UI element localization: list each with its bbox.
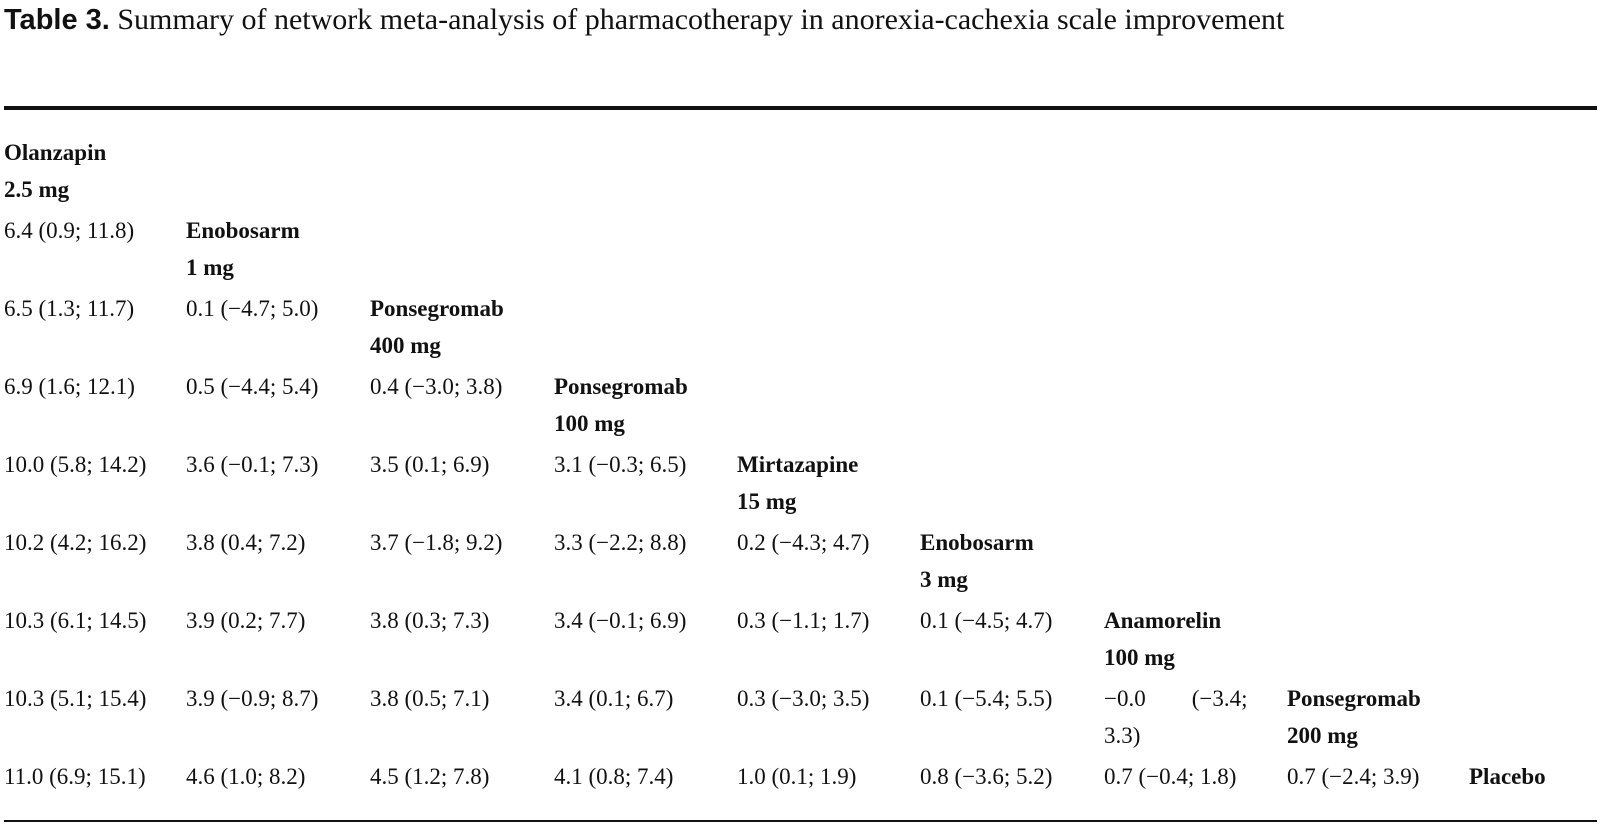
treatment-label [1469, 758, 1546, 795]
cell-line: 0.4 (−3.0; 3.8) [370, 374, 503, 399]
table-bottom-rule [4, 820, 1597, 822]
treatment-name: Enobosarm [920, 530, 1034, 555]
cell-line: 3.3) [1104, 723, 1141, 748]
cell-line: 3.7 (−1.8; 9.2) [370, 530, 503, 555]
treatment-name: Olanzapin [4, 140, 107, 165]
cell-line: 3.1 (−0.3; 6.5) [554, 452, 687, 477]
comparison-value-cell [370, 524, 502, 561]
treatment-label [1104, 602, 1221, 676]
table-top-rule [4, 106, 1597, 110]
table-row [0, 758, 1601, 836]
cell-line: 3.9 (−0.9; 8.7) [186, 686, 319, 711]
treatment-label [186, 212, 300, 286]
comparison-value-cell [554, 446, 686, 483]
treatment-dose: 15 mg [737, 489, 797, 514]
table-row [0, 368, 1601, 446]
cell-line: 3.3 (−2.2; 8.8) [554, 530, 687, 555]
table-row [0, 602, 1601, 680]
cell-line: 0.7 (−2.4; 3.9) [1287, 764, 1420, 789]
comparison-value-cell [4, 680, 146, 717]
treatment-label [920, 524, 1034, 598]
comparison-value-cell [4, 524, 146, 561]
cell-line: 0.1 (−4.5; 4.7) [920, 608, 1053, 633]
cell-line: 3.9 (0.2; 7.7) [186, 608, 306, 633]
comparison-value-cell [186, 758, 305, 795]
treatment-name: Ponsegromab [554, 374, 688, 399]
table-row [0, 290, 1601, 368]
comparison-value-cell [4, 212, 134, 249]
cell-line: 0.2 (−4.3; 4.7) [737, 530, 870, 555]
comparison-value-cell [554, 680, 673, 717]
cell-line: 6.5 (1.3; 11.7) [4, 296, 135, 321]
table-row [0, 680, 1601, 758]
treatment-dose: 3 mg [920, 567, 968, 592]
cell-line: 0.3 (−3.0; 3.5) [737, 686, 870, 711]
comparison-value-cell [920, 680, 1052, 717]
treatment-name: Placebo [1469, 764, 1546, 789]
treatment-name: Ponsegromab [1287, 686, 1421, 711]
comparison-value-cell [554, 602, 686, 639]
treatment-label [370, 290, 504, 364]
comparison-value-cell [737, 758, 856, 795]
cell-line: 0.3 (−1.1; 1.7) [737, 608, 870, 633]
cell-line: 3.4 (−0.1; 6.9) [554, 608, 687, 633]
treatment-label [4, 134, 106, 208]
cell-line: 4.1 (0.8; 7.4) [554, 764, 674, 789]
treatment-name: Anamorelin [1104, 608, 1222, 633]
comparison-value-cell [737, 524, 869, 561]
table-row [0, 524, 1601, 602]
cell-line: 0.7 (−0.4; 1.8) [1104, 764, 1237, 789]
cell-line: 4.6 (1.0; 8.2) [186, 764, 306, 789]
comparison-value-cell [186, 368, 318, 405]
treatment-label [554, 368, 688, 442]
comparison-value-cell [186, 446, 318, 483]
comparison-value-cell [186, 602, 305, 639]
cell-line: 3.6 (−0.1; 7.3) [186, 452, 319, 477]
comparison-value-cell [370, 368, 502, 405]
cell-line: 10.3 (6.1; 14.5) [4, 608, 147, 633]
comparison-value-cell [554, 758, 673, 795]
cell-line: −0.0 (−3.4; [1104, 686, 1248, 711]
comparison-value-cell [370, 680, 489, 717]
treatment-name: Mirtazapine [737, 452, 859, 477]
comparison-value-cell [4, 446, 146, 483]
cell-line: 1.0 (0.1; 1.9) [737, 764, 857, 789]
cell-line: 3.8 (0.4; 7.2) [186, 530, 306, 555]
cell-line: 10.0 (5.8; 14.2) [4, 452, 147, 477]
comparison-value-cell [920, 758, 1052, 795]
cell-line: 3.5 (0.1; 6.9) [370, 452, 490, 477]
treatment-dose: 200 mg [1287, 723, 1358, 748]
table-title: Summary of network meta-analysis of pharmacotherapy in anorexia-cachexia scale improvement [117, 3, 1285, 36]
cell-line: 11.0 (6.9; 15.1) [4, 764, 146, 789]
cell-line: 6.4 (0.9; 11.8) [4, 218, 135, 243]
table-row [0, 134, 1601, 212]
treatment-name: Enobosarm [186, 218, 300, 243]
comparison-value-cell [4, 602, 146, 639]
comparison-value-cell [1104, 680, 1248, 754]
cell-line: 0.1 (−4.7; 5.0) [186, 296, 319, 321]
comparison-value-cell [370, 602, 489, 639]
cell-line: 10.3 (5.1; 15.4) [4, 686, 147, 711]
cell-line: 4.5 (1.2; 7.8) [370, 764, 490, 789]
comparison-value-cell [1287, 758, 1419, 795]
treatment-label [1287, 680, 1421, 754]
comparison-value-cell [370, 758, 489, 795]
comparison-value-cell [186, 524, 305, 561]
table-label: Table 3. [4, 4, 110, 36]
comparison-value-cell [186, 290, 318, 327]
treatment-label [737, 446, 858, 520]
treatment-dose: 100 mg [554, 411, 625, 436]
comparison-value-cell [4, 758, 146, 795]
comparison-value-cell [186, 680, 318, 717]
comparison-value-cell [554, 524, 686, 561]
cell-line: 3.8 (0.3; 7.3) [370, 608, 490, 633]
comparison-value-cell [737, 602, 869, 639]
comparison-value-cell [1104, 758, 1236, 795]
cell-line: 3.8 (0.5; 7.1) [370, 686, 490, 711]
cell-line: 10.2 (4.2; 16.2) [4, 530, 147, 555]
treatment-name: Ponsegromab [370, 296, 504, 321]
cell-line: 3.4 (0.1; 6.7) [554, 686, 674, 711]
table-row [0, 212, 1601, 290]
treatment-dose: 400 mg [370, 333, 441, 358]
table-caption [4, 2, 1504, 38]
comparison-value-cell [737, 680, 869, 717]
cell-line: 0.1 (−5.4; 5.5) [920, 686, 1053, 711]
cell-line: 0.5 (−4.4; 5.4) [186, 374, 319, 399]
comparison-value-cell [4, 368, 135, 405]
comparison-value-cell [370, 446, 489, 483]
cell-line: 6.9 (1.6; 12.1) [4, 374, 135, 399]
comparison-value-cell [920, 602, 1052, 639]
cell-line: 0.8 (−3.6; 5.2) [920, 764, 1053, 789]
table-row [0, 446, 1601, 524]
treatment-dose: 1 mg [186, 255, 234, 280]
comparison-value-cell [4, 290, 134, 327]
treatment-dose: 100 mg [1104, 645, 1175, 670]
treatment-dose: 2.5 mg [4, 177, 70, 202]
